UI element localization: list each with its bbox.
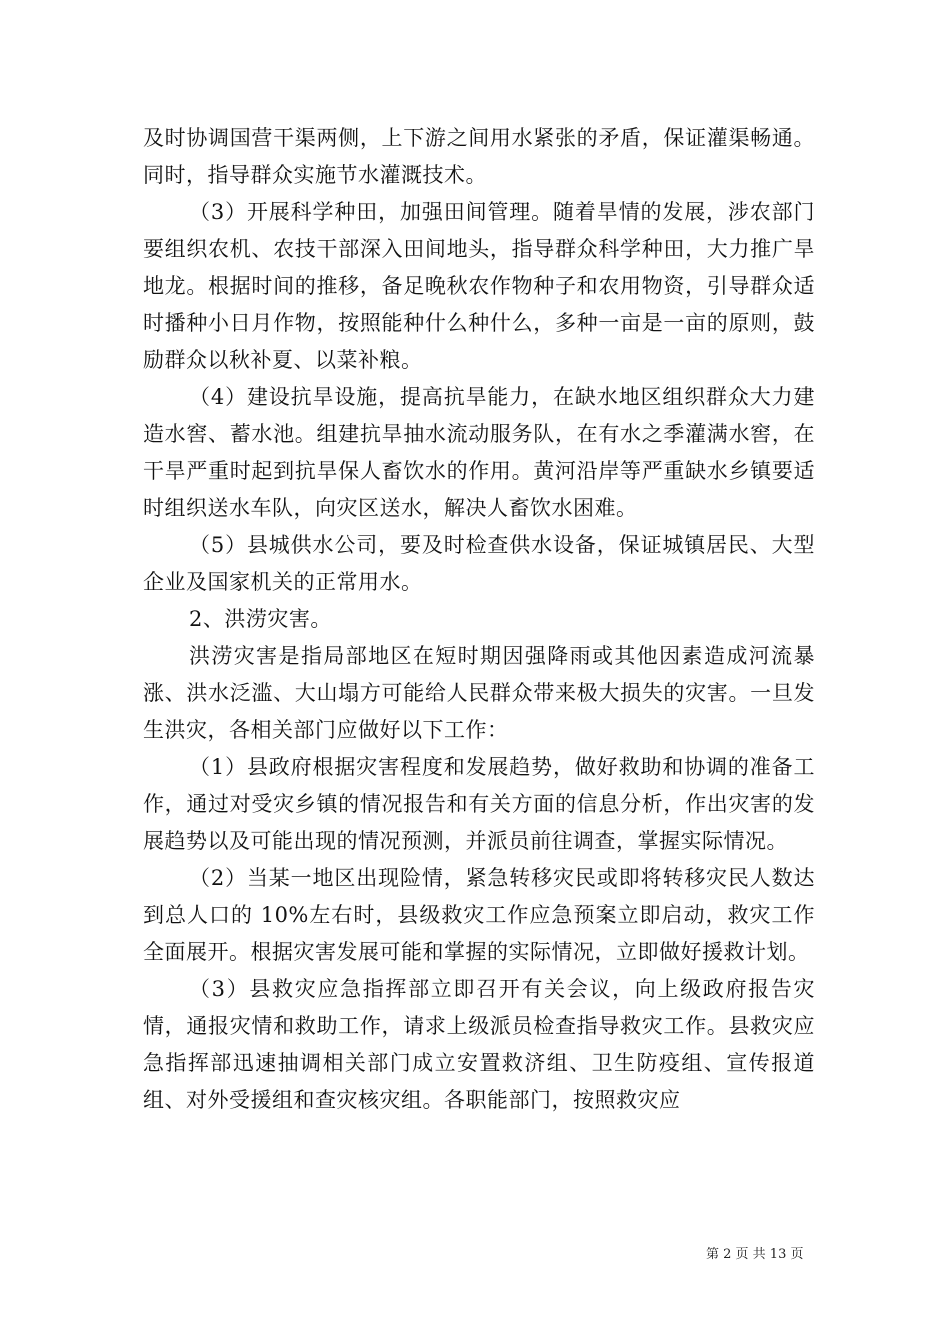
paragraph-8: （2）当某一地区出现险情，紧急转移灾民或即将转移灾民人数达到总人口的 10%左右时，县级救灾工作应急预案立即启动，救灾工作全面展开。根据灾害发展可能和掌握的实际情况，立即做好援救计划。: [143, 866, 815, 964]
paragraph-9: （3）县救灾应急指挥部立即召开有关会议，向上级政府报告灾情，通报灾情和救助工作，请求上级派员检查指导救灾工作。县救灾应急指挥部迅速抽调相关部门成立安置救济组、卫生防疫组、宣传报道组、对外受援组和查灾核灾组。各职能部门，按照救灾应: [143, 977, 815, 1112]
paragraph-6: 洪涝灾害是指局部地区在短时期因强降雨或其他因素造成河流暴涨、洪水泛滥、大山塌方可能给人民群众带来极大损失的灾害。一旦发生洪灾，各相关部门应做好以下工作：: [143, 644, 815, 742]
paragraph-3: （4）建设抗旱设施，提高抗旱能力，在缺水地区组织群众大力建造水窖、蓄水池。组建抗旱抽水流动服务队，在有水之季灌满水窖，在干旱严重时起到抗旱保人畜饮水的作用。黄河沿岸等严重缺水乡镇要适时组织送水车队，向灾区送水，解决人畜饮水困难。: [143, 385, 815, 520]
paragraph-7: （1）县政府根据灾害程度和发展趋势，做好救助和协调的准备工作，通过对受灾乡镇的情况报告和有关方面的信息分析，作出灾害的发展趋势以及可能出现的情况预测，并派员前往调查，掌握实际情况。: [143, 755, 815, 853]
paragraph-4: （5）县城供水公司，要及时检查供水设备，保证城镇居民、大型企业及国家机关的正常用水。: [143, 533, 815, 594]
paragraph-2: （3）开展科学种田，加强田间管理。随着旱情的发展，涉农部门要组织农机、农技干部深入田间地头，指导群众科学种田，大力推广旱地龙。根据时间的推移，备足晚秋农作物种子和农用物资，引导群众适时播种小日月作物，按照能种什么种什么，多种一亩是一亩的原则，鼓励群众以秋补夏、以菜补粮。: [143, 200, 815, 372]
page-number-footer: 第 2 页 共 13 页: [706, 1247, 804, 1262]
paragraph-1: 及时协调国营干渠两侧，上下游之间用水紧张的矛盾，保证灌渠畅通。同时，指导群众实施节水灌溉技术。: [143, 126, 815, 187]
document-body: [143, 120, 815, 1119]
section-heading-flood: 2、洪涝灾害。: [189, 607, 332, 631]
